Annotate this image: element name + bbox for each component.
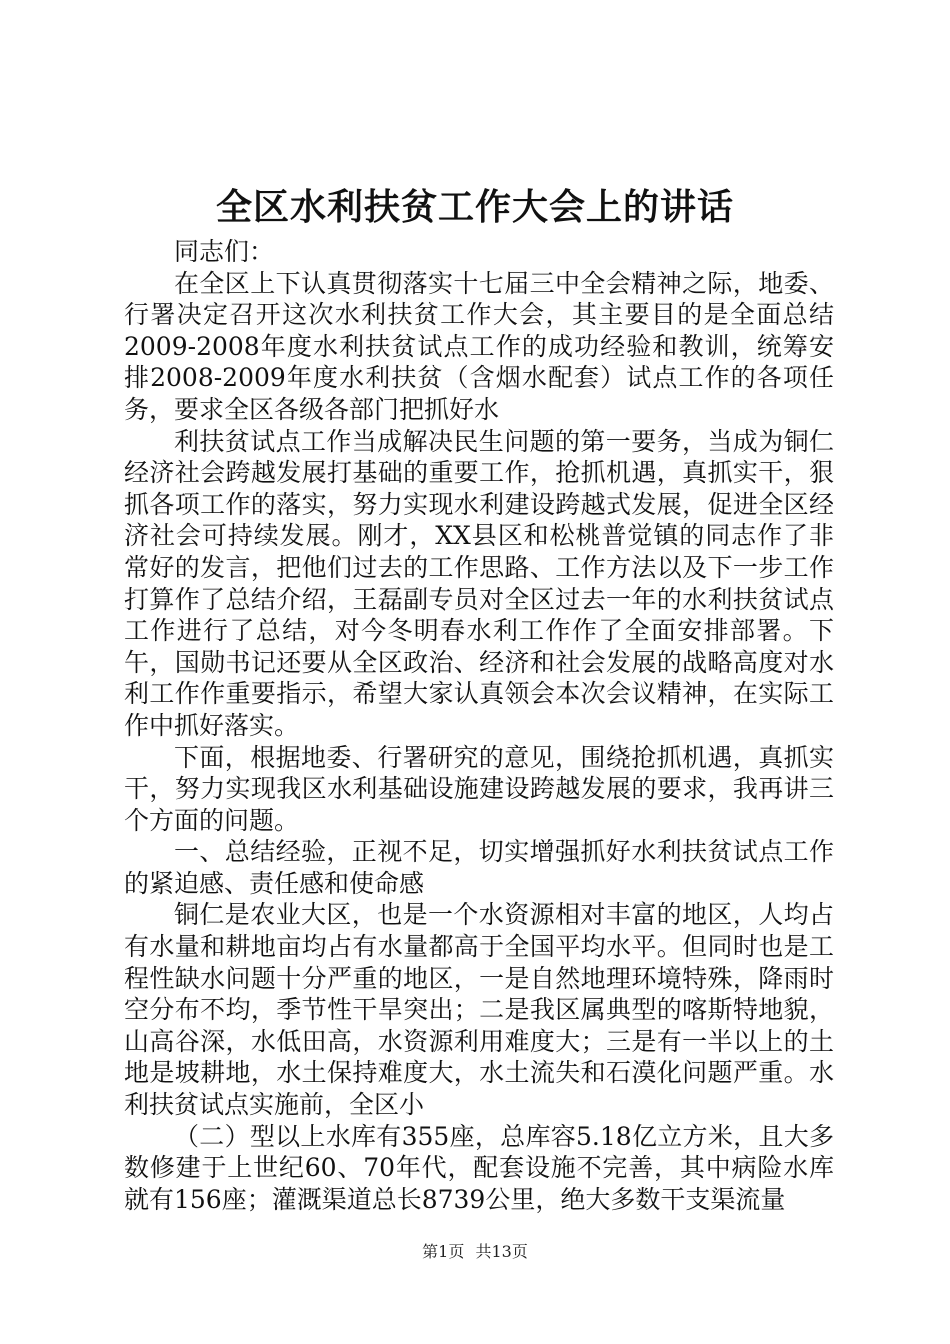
page-footer (0, 1240, 950, 1264)
page-number: 第1页 (422, 1242, 465, 1261)
document-body (124, 236, 834, 1215)
total-pages: 共13页 (475, 1242, 528, 1261)
section-heading: 一、总结经验，正视不足，切实增强抓好水利扶贫试点工作的紧迫感、责任感和使命感 (124, 837, 834, 898)
paragraph: 铜仁是农业大区，也是一个水资源相对丰富的地区，人均占有水量和耕地亩均占有水量都高于全国平均水平。但同时也是工程性缺水问题十分严重的地区，一是自然地理环境特殊，降雨时空分布不均，季节性干旱突出；二是我区属典型的喀斯特地貌，山高谷深，水低田高，水资源利用难度大；三是有一半以上的土地是坡耕地，水土保持难度大，水土流失和石漠化问题严重。水利扶贫试点实施前，全区小 (124, 900, 834, 1120)
document-title: 全区水利扶贫工作大会上的讲话 (215, 186, 734, 228)
paragraph: （二）型以上水库有355座，总库容5.18亿立方米，且大多数修建于上世纪60、70年代，配套设施不完善，其中病险水库就有156座；灌溉渠道总长8739公里，绝大多数干支渠流量 (124, 1121, 834, 1214)
paragraph-salutation: 同志们： (174, 237, 275, 266)
paragraph: 下面，根据地委、行署研究的意见，围绕抢抓机遇，真抓实干，努力实现我区水利基础设施建设跨越发展的要求，我再讲三个方面的问题。 (124, 742, 834, 835)
paragraph: 利扶贫试点工作当成解决民生问题的第一要务，当成为铜仁经济社会跨越发展打基础的重要工作，抢抓机遇，真抓实干，狠抓各项工作的落实，努力实现水利建设跨越式发展，促进全区经济社会可持续发展。刚才，XX县区和松桃普觉镇的同志作了非常好的发言，把他们过去的工作思路、工作方法以及下一步工作打算作了总结介绍，王磊副专员对全区过去一年的水利扶贫试点工作进行了总结，对今冬明春水利工作作了全面安排部署。下午，国勋书记还要从全区政治、经济和社会发展的战略高度对水利工作作重要指示，希望大家认真领会本次会议精神，在实际工作中抓好落实。 (124, 426, 834, 740)
paragraph: 在全区上下认真贯彻落实十七届三中全会精神之际，地委、行署决定召开这次水利扶贫工作大会，其主要目的是全面总结2009-2008年度水利扶贫试点工作的成功经验和教训，统筹安排2008-2009年度水利扶贫（含烟水配套）试点工作的各项任务，要求全区各级各部门把抓好水 (124, 268, 834, 424)
